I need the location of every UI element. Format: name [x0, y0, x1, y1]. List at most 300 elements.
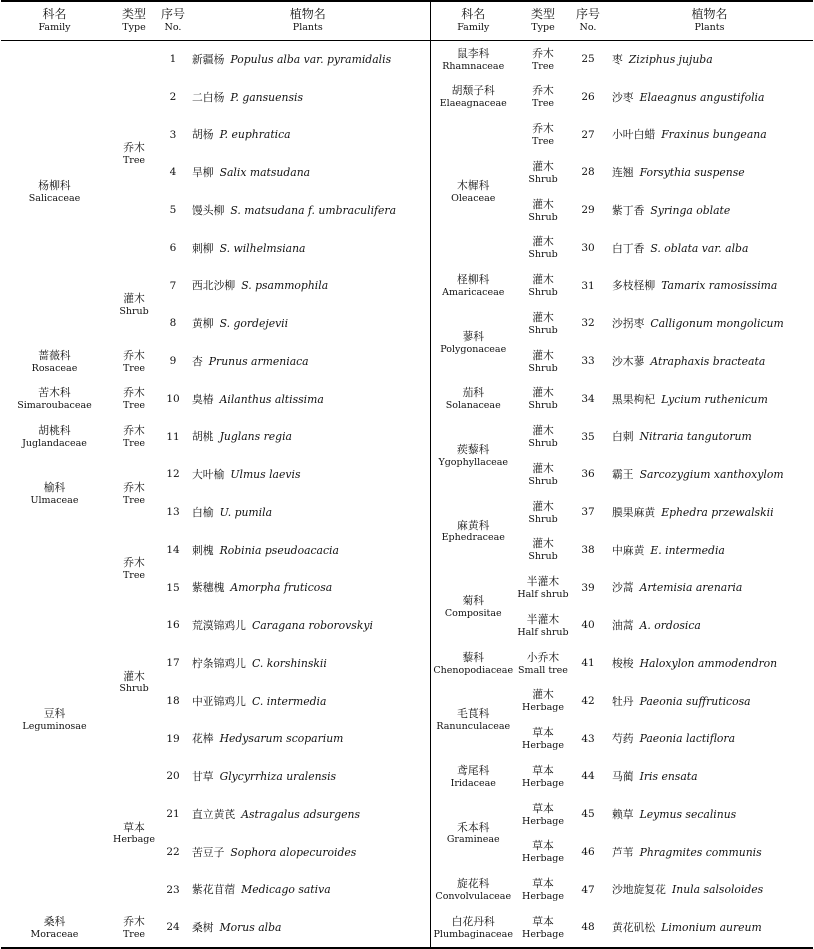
header-row	[1, 1, 813, 41]
cell-en-text: Iridaceae	[450, 777, 496, 789]
cell-cn-text: 胡桃科	[38, 424, 71, 438]
number-cell-right: 45	[581, 808, 595, 821]
number-cell: 10	[166, 392, 180, 405]
plant-cn-name: 胡杨	[192, 128, 214, 142]
plant-latin-name: Juglans regia	[219, 430, 292, 444]
cell-cn-text: 灌木	[532, 688, 554, 702]
cell-en-text: Shrub	[528, 362, 558, 374]
plant-species-table	[1, 0, 813, 949]
cell-cn-text: 小乔木	[526, 650, 560, 664]
plant-cn-name: 沙拐枣	[612, 317, 645, 331]
cell-cn-text: 灌木	[532, 235, 554, 249]
type-cell-right	[516, 381, 570, 419]
cell-en-text: Compositae	[444, 607, 502, 619]
number-cell-right: 36	[581, 468, 595, 481]
cell-cn-text: 灌木	[123, 292, 145, 306]
plant-cn-name: 刺槐	[192, 543, 214, 557]
cell-cn-text: 旋花科	[457, 877, 490, 891]
plant-latin-name: Caragana roborovskyi	[251, 619, 373, 633]
number-cell-right: 26	[581, 90, 595, 103]
plant-cell	[186, 381, 430, 419]
plant-latin-name: Astragalus adsurgens	[241, 807, 360, 821]
type-cell-right	[516, 607, 570, 645]
plant-cn-name: 大叶榆	[192, 468, 225, 482]
cell-cn-text: 乔木	[123, 386, 145, 400]
family-cell	[1, 343, 108, 381]
number-cell: 1	[169, 53, 177, 66]
plant-cn-name: 二白杨	[192, 90, 225, 104]
cell-cn-text: 茄科	[462, 386, 485, 400]
plant-latin-name: Glycyrrhiza uralensis	[219, 770, 337, 784]
table-row	[1, 41, 813, 79]
plant-cell-right	[606, 721, 813, 759]
header-plants-right: 植物名 Plants	[606, 1, 813, 41]
number-cell: 17	[166, 657, 180, 670]
plant-cn-name: 柠条锦鸡儿	[192, 656, 246, 670]
plant-latin-name: Sarcozygium xanthoxylom	[639, 468, 784, 482]
table-row	[1, 419, 813, 457]
plant-cell-right	[606, 796, 813, 834]
header-family: 科名 Family	[1, 1, 108, 41]
plant-cn-name: 连翘	[612, 166, 634, 180]
type-cell-right	[516, 79, 570, 117]
plant-cn-name: 甘草	[192, 770, 214, 784]
cell-cn-text: 草本	[123, 820, 145, 834]
number-cell: 21	[166, 808, 180, 821]
number-cell-right: 48	[570, 909, 606, 948]
cell-cn-text: 榆科	[43, 480, 66, 494]
cell-cn-text: 鸢尾科	[457, 763, 490, 777]
cell-en-text: Shrub	[528, 400, 558, 412]
plant-latin-name: Haloxylon ammodendron	[639, 656, 778, 670]
plant-cn-name: 沙枣	[612, 90, 634, 104]
table-body	[1, 41, 813, 949]
type-cell-right	[516, 268, 570, 306]
cell-cn-text: 乔木	[532, 46, 554, 60]
family-cell-right	[430, 79, 516, 117]
family-cell-right	[430, 909, 516, 948]
number-cell: 19	[166, 732, 180, 745]
plant-cell-right	[606, 192, 813, 230]
cell-en-text: Ranunculaceae	[436, 721, 511, 733]
type-cell	[108, 381, 160, 419]
plant-cell	[186, 305, 430, 343]
plant-latin-name: Paeonia suffruticosa	[639, 694, 751, 708]
cell-cn-text: 蒺藜科	[457, 443, 490, 457]
plant-cell	[186, 532, 430, 570]
table-row	[1, 758, 813, 796]
cell-cn-text: 禾本科	[457, 820, 490, 834]
header-no-right: 序号 No.	[570, 1, 606, 41]
plant-latin-name: Syringa oblate	[650, 203, 731, 217]
cell-en-text: Gramineae	[446, 834, 500, 846]
number-cell: 12	[166, 468, 180, 481]
plant-latin-name: Ailanthus altissima	[219, 392, 324, 406]
cell-en-text: Shrub	[528, 324, 558, 336]
plant-cn-name: 油蒿	[612, 619, 634, 633]
cell-en-text: Shrub	[528, 513, 558, 525]
cell-cn-text: 灌木	[123, 669, 145, 683]
cell-en-text: Chenopodiaceae	[433, 664, 514, 676]
plant-cell	[186, 834, 430, 872]
cell-cn-text: 柽柳科	[457, 273, 490, 287]
plant-cell-right	[606, 230, 813, 268]
cell-en-text: Tree	[122, 438, 146, 450]
plant-latin-name: Elaeagnus angustifolia	[639, 90, 765, 104]
plant-cell	[186, 796, 430, 834]
cell-en-text: Herbage	[522, 891, 564, 903]
cell-cn-text: 乔木	[123, 424, 145, 438]
number-cell: 20	[166, 770, 180, 783]
cell-cn-text: 乔木	[123, 141, 145, 155]
plant-cn-name: 馒头柳	[192, 203, 225, 217]
family-cell-right	[430, 305, 516, 381]
plant-cell-right	[606, 834, 813, 872]
plant-cell	[186, 456, 430, 494]
number-cell-right: 35	[581, 430, 595, 443]
type-cell-right	[516, 683, 570, 721]
plant-latin-name: Amorpha fruticosa	[230, 581, 333, 595]
plant-latin-name: Forsythia suspense	[639, 166, 745, 180]
plant-latin-name: Salix matsudana	[219, 166, 311, 180]
plant-cn-name: 白丁香	[612, 241, 645, 255]
type-cell-right	[516, 645, 570, 683]
cell-cn-text: 苦木科	[38, 386, 71, 400]
family-cell	[1, 41, 108, 344]
type-cell-right	[516, 230, 570, 268]
plant-cn-name: 沙地旋复花	[612, 883, 666, 897]
cell-en-text: Shrub	[528, 551, 558, 563]
family-cell-right	[430, 796, 516, 872]
plant-cell	[186, 570, 430, 608]
type-cell	[108, 758, 160, 909]
cell-cn-text: 乔木	[532, 84, 554, 98]
cell-cn-text: 灌木	[532, 273, 554, 287]
number-cell: 18	[166, 694, 180, 707]
plant-cell	[186, 872, 430, 910]
plant-cell-right	[606, 532, 813, 570]
family-cell-right	[430, 570, 516, 646]
cell-en-text: Tree	[122, 154, 146, 166]
cell-cn-text: 草本	[532, 839, 554, 853]
plant-latin-name: Robinia pseudoacacia	[219, 543, 339, 557]
type-cell-right	[516, 570, 570, 608]
number-cell: 14	[166, 543, 180, 556]
type-cell-right	[516, 343, 570, 381]
type-cell	[108, 909, 160, 948]
plant-latin-name: Leymus secalinus	[639, 807, 737, 821]
plant-latin-name: Inula salsoloides	[671, 883, 764, 897]
plant-cell-right	[606, 343, 813, 381]
cell-cn-text: 胡颓子科	[451, 84, 495, 98]
plant-cn-name: 白榆	[192, 505, 214, 519]
plant-cell	[186, 909, 430, 948]
plant-cell	[186, 494, 430, 532]
cell-cn-text: 毛茛科	[457, 707, 490, 721]
cell-cn-text: 乔木	[123, 556, 145, 570]
family-cell	[1, 456, 108, 532]
cell-cn-text: 鼠李科	[457, 46, 490, 60]
plant-cn-name: 杏	[192, 354, 203, 368]
plant-cell-right	[606, 645, 813, 683]
plant-cell-right	[606, 456, 813, 494]
plant-latin-name: Morus alba	[219, 921, 282, 935]
cell-en-text: Half shrub	[517, 589, 569, 601]
cell-en-text: Convolvulaceae	[435, 891, 512, 903]
plant-cn-name: 黑果枸杞	[612, 392, 656, 406]
header-no: 序号 No.	[160, 1, 186, 41]
cell-cn-text: 灌木	[532, 386, 554, 400]
type-cell-right	[516, 758, 570, 796]
number-cell-right: 39	[581, 581, 595, 594]
plant-cell	[186, 117, 430, 155]
plant-cn-name: 荒漠锦鸡儿	[192, 619, 246, 633]
plant-cell-right	[606, 305, 813, 343]
plant-cn-name: 中麻黄	[612, 543, 645, 557]
type-cell-right	[516, 796, 570, 834]
plant-cn-name: 花棒	[192, 732, 214, 746]
cell-cn-text: 乔木	[123, 914, 145, 928]
plant-cn-name: 牡丹	[612, 694, 634, 708]
plant-cell-right	[606, 268, 813, 306]
type-cell-right	[516, 494, 570, 532]
number-cell: 11	[166, 430, 180, 443]
number-cell-right: 25	[581, 53, 595, 66]
plant-cn-name: 小叶白蜡	[612, 128, 656, 142]
cell-cn-text: 藜科	[462, 650, 485, 664]
plant-cn-name: 黄花矶松	[612, 921, 656, 935]
cell-cn-text: 麻黄科	[457, 518, 490, 532]
table-row	[1, 909, 813, 948]
plant-cell	[186, 154, 430, 192]
cell-en-text: Shrub	[528, 287, 558, 299]
cell-cn-text: 乔木	[123, 348, 145, 362]
table-row	[1, 343, 813, 381]
plant-latin-name: C. intermedia	[251, 694, 327, 708]
cell-en-text: Juglandaceae	[22, 438, 87, 450]
type-cell	[108, 456, 160, 532]
plant-latin-name: Ulmus laevis	[230, 468, 301, 482]
plant-cn-name: 紫丁香	[612, 203, 645, 217]
family-cell-right	[430, 117, 516, 268]
cell-en-text: Tree	[122, 362, 146, 374]
cell-en-text: Half shrub	[517, 626, 569, 638]
number-cell-right: 34	[581, 392, 595, 405]
cell-en-text: Herbage	[522, 740, 564, 752]
number-cell: 6	[169, 241, 177, 254]
family-cell-right	[430, 645, 516, 683]
plant-cell-right	[606, 570, 813, 608]
plant-latin-name: Calligonum mongolicum	[650, 317, 784, 331]
number-cell-right: 46	[581, 845, 595, 858]
plant-cn-name: 胡桃	[192, 430, 214, 444]
plant-cell	[186, 230, 430, 268]
header-type-right: 类型 Type	[516, 1, 570, 41]
plant-cell-right	[606, 41, 813, 79]
cell-en-text: Rhamnaceae	[442, 60, 505, 72]
plant-latin-name: P. gansuensis	[230, 90, 304, 104]
plant-latin-name: S. gordejevii	[219, 317, 289, 331]
plant-latin-name: Sophora alopecuroides	[230, 845, 357, 859]
type-cell-right	[516, 154, 570, 192]
cell-cn-text: 草本	[532, 877, 554, 891]
family-cell-right	[430, 268, 516, 306]
plant-cn-name: 臭椿	[192, 392, 214, 406]
plant-cn-name: 梭梭	[612, 656, 634, 670]
number-cell-right: 44	[581, 770, 595, 783]
cell-en-text: Shrub	[528, 173, 558, 185]
plant-latin-name: Artemisia arenaria	[639, 581, 743, 595]
plant-latin-name: Lycium ruthenicum	[661, 392, 768, 406]
plant-cn-name: 膜果麻黄	[612, 505, 656, 519]
plant-cn-name: 直立黄芪	[192, 807, 236, 821]
cell-cn-text: 木樨科	[457, 178, 490, 192]
type-cell	[108, 607, 160, 758]
plant-cn-name: 紫花苜蓿	[192, 883, 236, 897]
plant-cell-right	[606, 758, 813, 796]
cell-cn-text: 草本	[532, 726, 554, 740]
plant-cell	[186, 41, 430, 79]
cell-en-text: Ulmaceae	[30, 494, 79, 506]
number-cell: 5	[169, 204, 177, 217]
plant-latin-name: Phragmites communis	[639, 845, 762, 859]
plant-cn-name: 芦苇	[612, 845, 634, 859]
plant-cn-name: 苦豆子	[192, 845, 225, 859]
plant-cell	[186, 645, 430, 683]
cell-cn-text: 灌木	[532, 499, 554, 513]
cell-cn-text: 灌木	[532, 348, 554, 362]
number-cell-right: 28	[581, 166, 595, 179]
family-cell-right	[430, 758, 516, 796]
cell-en-text: Herbage	[522, 777, 564, 789]
cell-en-text: Tree	[531, 98, 555, 110]
number-cell: 23	[166, 883, 180, 896]
plant-latin-name: Hedysarum scoparium	[219, 732, 344, 746]
cell-en-text: Herbage	[522, 702, 564, 714]
family-cell-right	[430, 41, 516, 79]
family-cell-right	[430, 872, 516, 910]
cell-en-text: Herbage	[113, 834, 155, 846]
plant-cell-right	[606, 683, 813, 721]
number-cell: 2	[169, 90, 177, 103]
table-row	[1, 381, 813, 419]
cell-cn-text: 菊科	[462, 594, 485, 608]
cell-en-text: Tree	[531, 60, 555, 72]
type-cell	[108, 268, 160, 344]
plant-latin-name: S. wilhelmsiana	[219, 241, 306, 255]
plant-cn-name: 桑树	[192, 921, 214, 935]
plant-latin-name: Ephedra przewalskii	[661, 505, 774, 519]
plant-cell	[186, 721, 430, 759]
plant-cn-name: 新疆杨	[192, 52, 225, 66]
number-cell-right: 33	[581, 355, 595, 368]
table-row	[1, 456, 813, 494]
cell-cn-text: 灌木	[532, 461, 554, 475]
table-row	[1, 268, 813, 306]
plant-cell	[186, 758, 430, 796]
plant-cell	[186, 79, 430, 117]
type-cell	[108, 343, 160, 381]
cell-cn-text: 灌木	[532, 424, 554, 438]
type-cell-right	[516, 192, 570, 230]
plant-latin-name: Ziziphus jujuba	[628, 52, 713, 66]
number-cell-right: 43	[581, 732, 595, 745]
type-cell-right	[516, 909, 570, 948]
plant-cn-name: 旱柳	[192, 166, 214, 180]
number-cell: 3	[169, 128, 177, 141]
family-cell-right	[430, 683, 516, 759]
plant-latin-name: P. euphratica	[219, 128, 291, 142]
cell-en-text: Plumbaginaceae	[433, 928, 513, 940]
plant-latin-name: Nitraria tangutorum	[639, 430, 752, 444]
cell-en-text: Shrub	[528, 249, 558, 261]
cell-en-text: Rosaceae	[31, 362, 78, 374]
header-plants: 植物名 Plants	[186, 1, 430, 41]
number-cell: 16	[166, 619, 180, 632]
number-cell-right: 41	[581, 657, 595, 670]
table-row	[1, 607, 813, 645]
plant-latin-name: A. ordosica	[639, 619, 701, 633]
plant-latin-name: Prunus armeniaca	[208, 354, 309, 368]
plant-cn-name: 马蔺	[612, 770, 634, 784]
cell-en-text: Polygonaceae	[440, 343, 507, 355]
number-cell: 4	[169, 166, 177, 179]
plant-cell-right	[606, 79, 813, 117]
cell-en-text: Solanaceae	[445, 400, 501, 412]
cell-en-text: Leguminosae	[22, 721, 87, 733]
plant-latin-name: Medicago sativa	[241, 883, 331, 897]
cell-en-text: Shrub	[528, 475, 558, 487]
cell-en-text: Herbage	[522, 928, 564, 940]
plant-cell-right	[606, 381, 813, 419]
number-cell-right: 38	[581, 543, 595, 556]
plant-latin-name: Fraxinus bungeana	[661, 128, 767, 142]
cell-en-text: Ygophyllaceae	[438, 456, 509, 468]
cell-en-text: Tree	[122, 570, 146, 582]
plant-cell-right	[606, 419, 813, 457]
number-cell-right: 27	[581, 128, 595, 141]
number-cell-right: 31	[581, 279, 595, 292]
cell-cn-text: 草本	[532, 914, 554, 928]
type-cell-right	[516, 532, 570, 570]
plant-cell	[186, 607, 430, 645]
plant-cell-right	[606, 872, 813, 910]
cell-cn-text: 灌木	[532, 537, 554, 551]
family-cell	[1, 419, 108, 457]
family-cell	[1, 381, 108, 419]
plant-latin-name: E. intermedia	[650, 543, 725, 557]
cell-cn-text: 灌木	[532, 310, 554, 324]
cell-en-text: Simaroubaceae	[17, 400, 92, 412]
cell-en-text: Oleaceae	[451, 192, 496, 204]
number-cell: 7	[169, 279, 177, 292]
plant-latin-name: S. psammophila	[241, 279, 329, 293]
plant-cn-name: 芍药	[612, 732, 634, 746]
cell-en-text: Tree	[122, 400, 146, 412]
cell-en-text: Shrub	[528, 438, 558, 450]
cell-cn-text: 白花丹科	[451, 914, 495, 928]
cell-cn-text: 草本	[532, 763, 554, 777]
number-cell: 9	[169, 355, 177, 368]
number-cell-right: 47	[581, 883, 595, 896]
plant-latin-name: Paeonia lactiflora	[639, 732, 736, 746]
cell-en-text: Moraceae	[30, 928, 79, 940]
cell-en-text: Shrub	[528, 211, 558, 223]
type-cell-right	[516, 456, 570, 494]
plant-cell	[186, 683, 430, 721]
cell-en-text: Shrub	[119, 305, 149, 317]
type-cell-right	[516, 41, 570, 79]
